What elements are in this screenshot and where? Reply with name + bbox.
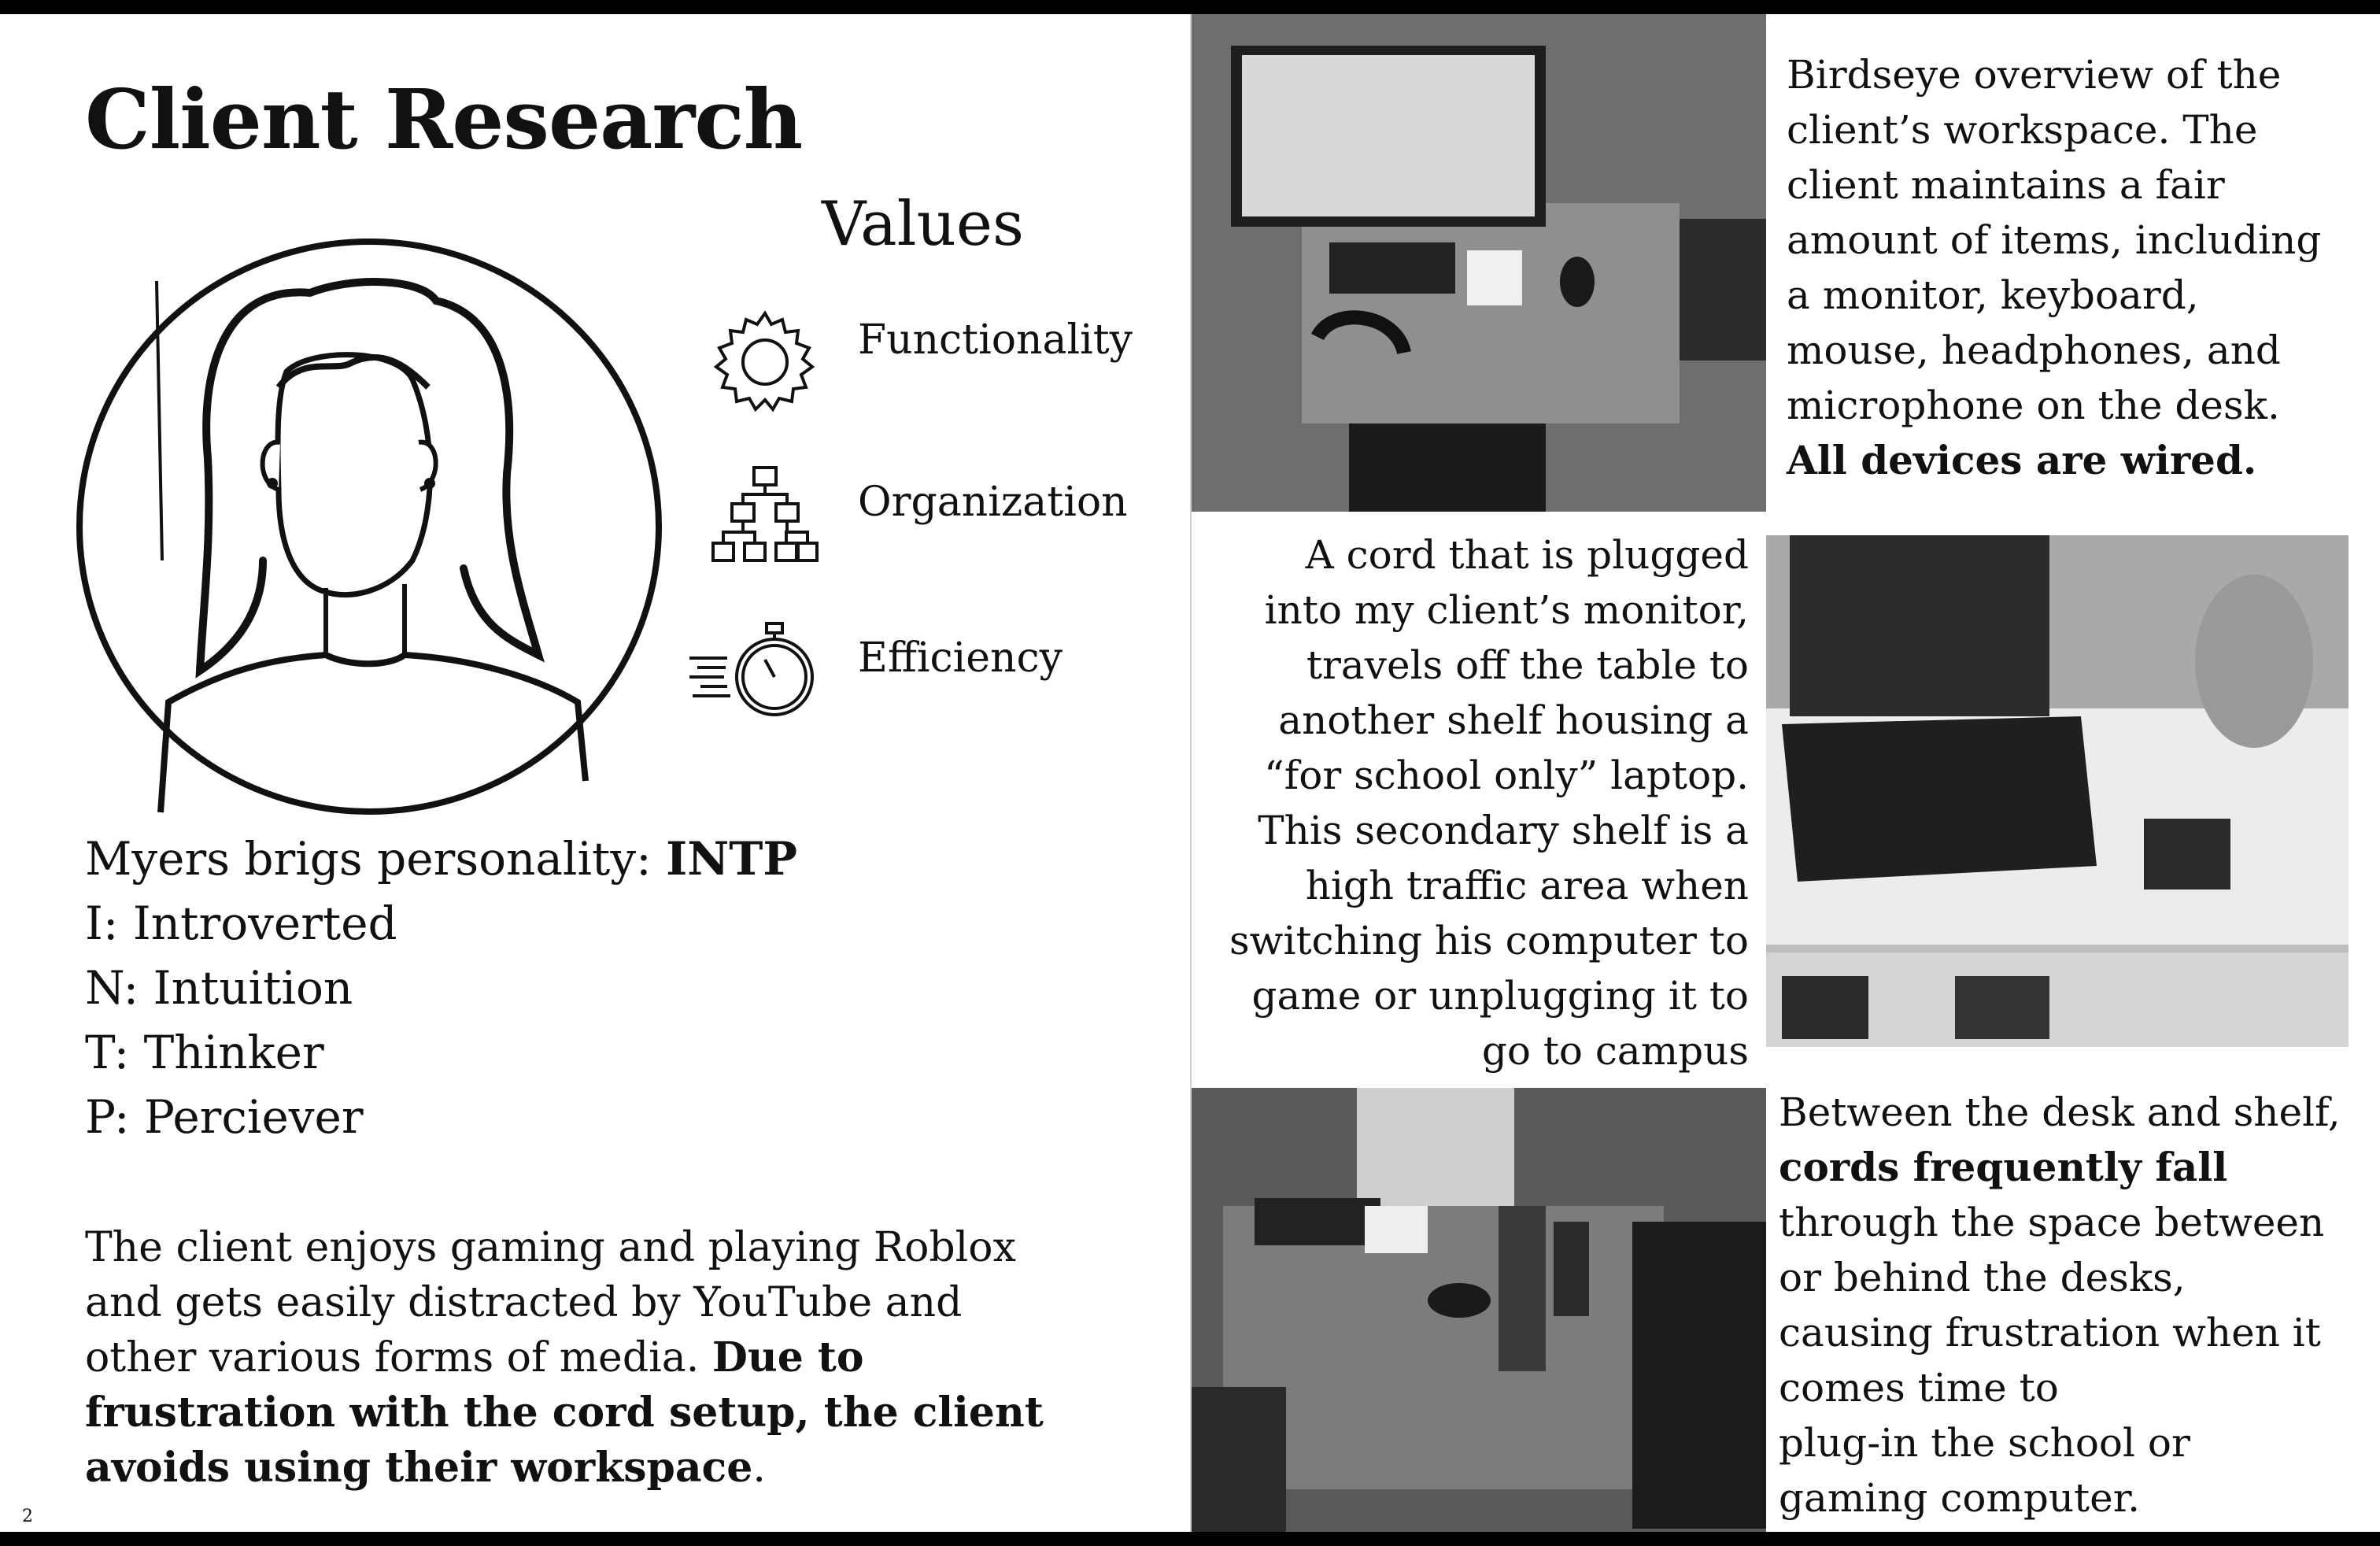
personality-block	[85, 827, 797, 1149]
caption-overview: Birdseye overview of the client’s workspace. The client maintains a fair amount of items, including a monitor, keyboard, mouse, headphones, and microphone on the desk. All devices are wired.	[1787, 52, 2322, 483]
personality-perciever: P: Perciever	[85, 1090, 364, 1144]
caption-cords-falling: Between the desk and shelf, cords frequently fall through the space between or behind the desks, causing frustration when it comes time to plug-in the school or gaming computer.	[1779, 1089, 2341, 1521]
desk-angle-photo	[1192, 1088, 1766, 1532]
value-organization: Organization	[858, 479, 1128, 526]
value-efficiency: Efficiency	[858, 634, 1063, 682]
personality-intuition: N: Intuition	[85, 961, 353, 1015]
gear-icon	[710, 307, 820, 417]
personality-thinker: T: Thinker	[85, 1026, 324, 1079]
laptop-shelf-photo	[1766, 535, 2349, 1047]
page-title: Client Research	[85, 71, 803, 168]
hierarchy-icon	[710, 464, 820, 578]
value-functionality: Functionality	[858, 316, 1133, 364]
stopwatch-icon	[686, 619, 820, 721]
values-heading: Values	[822, 189, 1025, 260]
caption-cord-shelf: A cord that is plugged into my client’s monitor, travels off the table to another shelf housing a “for school only” laptop. This secondary shelf is a high traffic area when switching his computer to game or unplugging it to go to campus	[1229, 532, 1749, 1074]
desk-overhead-photo	[1192, 14, 1766, 512]
personality-line: Myers brigs personality: INTP	[85, 832, 798, 886]
personality-type: INTP	[666, 832, 798, 886]
avatar	[66, 230, 672, 820]
client-description: The client enjoys gaming and playing Roblox and gets easily distracted by YouTube and other various forms of media. Due to frustration with the cord setup, the client avoids using their workspace.	[85, 1224, 1044, 1492]
personality-introverted: I: Introverted	[85, 897, 397, 950]
page-number: 2	[22, 1507, 33, 1526]
